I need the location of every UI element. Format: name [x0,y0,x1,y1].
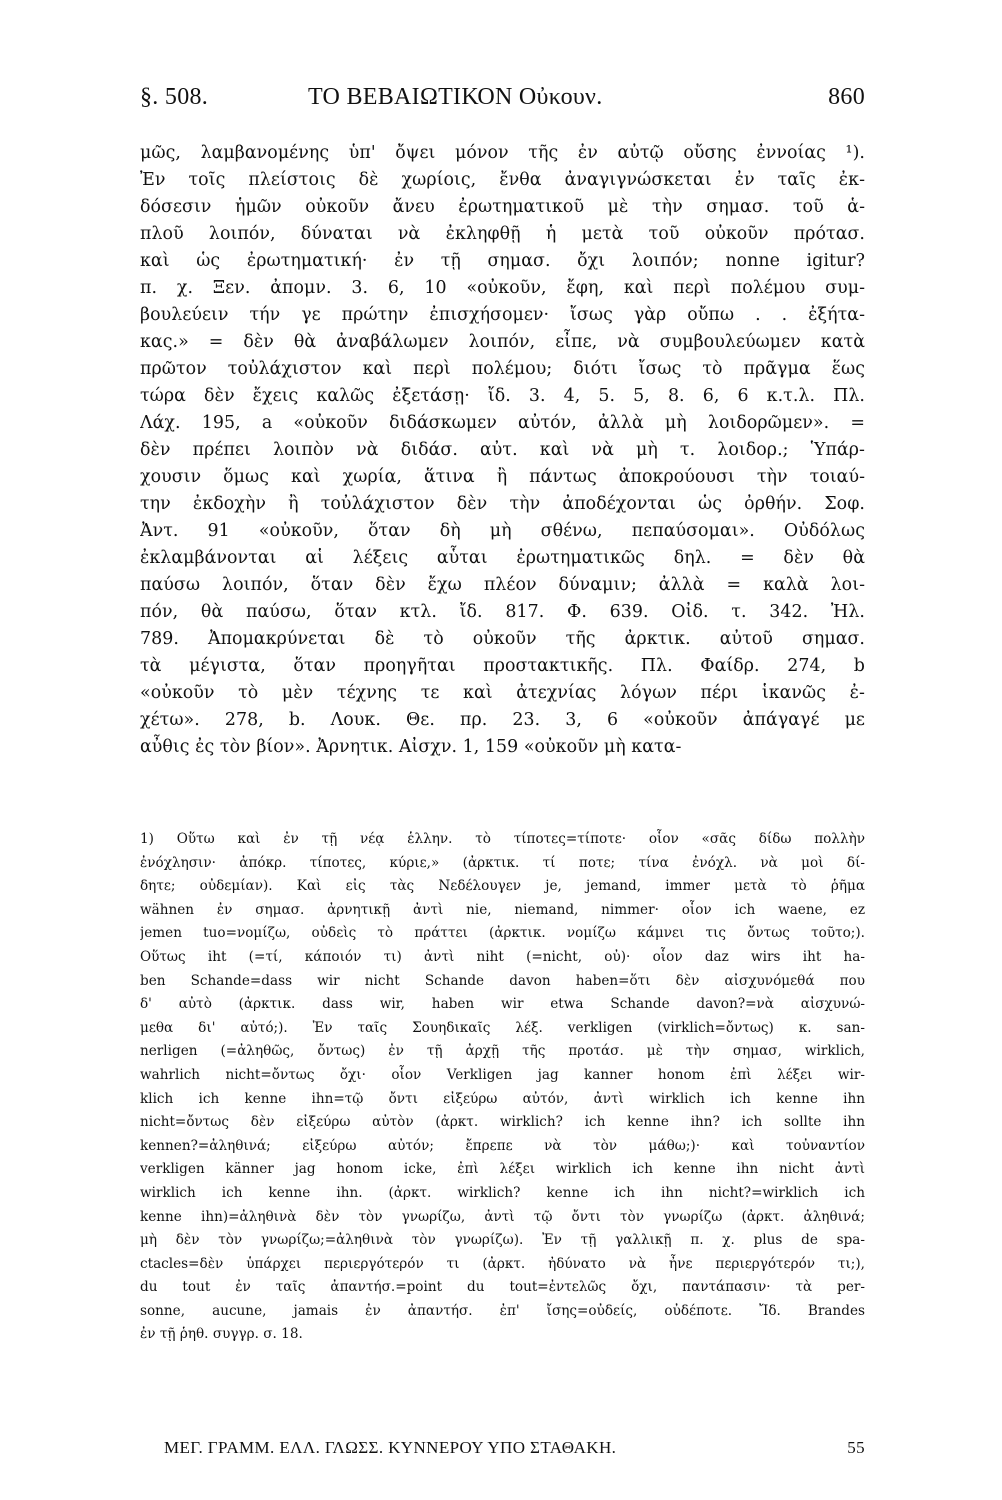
text-line: Λάχ. 195, a «οὐκοῦν διδάσκωμεν αὐτόν, ἀλλὰ μὴ λοιδορῶμεν». = [140,413,865,433]
text-line: 789. Ἀπομακρύνεται δὲ τὸ οὐκοῦν τῆς ἀρκτικ. αὐτοῦ σημασ. [140,629,865,649]
text-line: παύσω λοιπόν, ὅταν δὲν ἔχω πλέον δύναμιν; ἀλλὰ = καλὰ λοι- [140,575,865,595]
text-line: καὶ ὡς ἐρωτηματική· ἐν τῇ σημασ. ὄχι λοιπόν; nonne igitur? [140,251,865,271]
text-line: τὰ μέγιστα, ὅταν προηγῆται προστακτικῆς. Πλ. Φαίδρ. 274, b [140,656,865,676]
text-line: π. χ. Ξεν. ἀπομν. 3. 6, 10 «οὐκοῦν, ἔφη, καὶ περὶ πολέμου συμ- [140,278,865,298]
printer-signature: ΜΕΓ. ΓΡΑΜΜ. ΕΛΛ. ΓΛΩΣΣ. ΚΥΝΝΕΡΟΥ ΥΠΟ ΣΤΑΘΑΚΗ. [164,1438,617,1457]
footnote-line: ἐν τῇ ῥηθ. συγγρ. σ. 18. [140,1326,303,1343]
footnote-line: du tout ἐν ταῖς ἀπαντήσ.=point du tout=ἐντελῶς ὄχι, παντάπασιν· τὰ per- [140,1279,865,1296]
footnote-line: Οὕτως iht (=τί, κάποιόν τι) ἀντὶ niht (=nicht, οὐ)· οἷον daz wirs iht ha- [140,948,865,965]
text-line: δὲν πρέπει λοιπὸν νὰ διδάσ. αὐτ. καὶ νὰ μὴ τ. λοιδορ.; Ὑπάρ- [140,440,865,460]
sheet-number: 55 [847,1438,865,1457]
footnote-line: ἐνόχλησιν· ἀπόκρ. τίποτες, κύριε,» (ἀρκτικ. τί ποτε; τίνα ἐνόχλ. νὰ μοὶ δί- [140,854,865,871]
signature-line [140,1438,865,1466]
text-line: την ἐκδοχὴν ἢ τοὐλάχιστον δὲν τὴν ἀποδέχονται ὡς ὀρθήν. Σοφ. [140,494,865,514]
text-line: πλοῦ λοιπόν, δύναται νὰ ἐκληφθῇ ἡ μετὰ τοῦ οὐκοῦν πρότασ. [140,224,865,244]
footnote-line: μὴ δὲν τὸν γνωρίζω;=ἀληθινὰ τὸν γνωρίζω). Ἐν τῇ γαλλικῇ π. χ. plus de spa- [140,1232,865,1249]
footnotes [140,828,865,1347]
footnote-line: wirklich ich kenne ihn. (ἀρκτ. wirklich? kenne ich ihn nicht?=wirklich ich [140,1184,865,1201]
text-line: χέτω». 278, b. Λουκ. Θε. πρ. 23. 3, 6 «οὐκοῦν ἀπάγαγέ με [140,710,865,730]
running-header [140,84,865,120]
footnote-line: ctacles=δὲν ὑπάρχει περιεργότερόν τι (ἀρκτ. ἠδύνατο νὰ ἦνε περιεργότερόν τι;), [140,1255,865,1272]
footnote-line: sonne, aucune, jamais ἐν ἀπαντήσ. ἐπ' ἴσης=οὐδείς, οὐδέποτε. Ἴδ. Brandes [140,1302,865,1319]
footnote-line: kennen?=ἀληθινά; εἰξεύρω αὐτόν; ἔπρεπε νὰ τὸν μάθω;)· καὶ τοὐναντίον [140,1137,865,1154]
text-line: ἐκλαμβάνονται αἱ λέξεις αὗται ἐρωτηματικῶς δηλ. = δὲν θὰ [140,548,865,568]
footnote-line: wähnen ἐν σημασ. ἀρνητικῇ ἀντὶ nie, niemand, nimmer· οἷον ich waene, ez [140,901,865,918]
text-line: αὖθις ἐς τὸν βίον». Ἀρνητικ. Αἰσχν. 1, 159 «οὐκοῦν μὴ κατα- [140,737,682,757]
footnote-line: μεθα δι' αὐτό;). Ἐν ταῖς Σουηδικαῖς λέξ. verkligen (virklich=ὄντως) κ. san- [140,1019,865,1036]
main-text [140,140,865,761]
text-line: πόν, θὰ παύσω, ὅταν κτλ. ἴδ. 817. Φ. 639. Οἰδ. τ. 342. Ἠλ. [140,602,865,622]
text-line: κας.» = δὲν θὰ ἀναβάλωμεν λοιπόν, εἶπε, νὰ συμβουλεύωμεν κατὰ [140,332,865,352]
section-number: §. 508. [140,84,209,110]
footnote-line: kenne ihn)=ἀληθινὰ δὲν τὸν γνωρίζω, ἀντὶ τῷ ὄντι τὸν γνωρίζω (ἀρκτ. ἀληθινά; [140,1208,865,1225]
footnote-line: δητε; οὐδεμίαν). Καὶ εἰς τὰς Νεδέλουγεν je, jemand, immer μετὰ τὸ ῥῆμα [140,878,865,895]
text-line: βουλεύειν τήν γε πρώτην ἐπισχήσομεν· ἴσως γὰρ οὔπω . . ἐξήτα- [140,305,865,325]
footnote-line: δ' αὐτὸ (ἀρκτικ. dass wir, haben wir etwa Schande davon?=νὰ αἰσχυνώ- [140,996,865,1013]
footnote-line: jemen tuo=νομίζω, οὐδεὶς τὸ πράττει (ἀρκτικ. νομίζω κάμνει τις ὄντως τοῦτο;). [140,925,865,942]
text-line: δόσεσιν ἡμῶν οὐκοῦν ἄνευ ἐρωτηματικοῦ μὲ τὴν σημασ. τοῦ ἁ- [140,197,865,217]
footnote-line: wahrlich nicht=ὄντως ὄχι· οἷον Verkligen jag kanner honom ἐπὶ λέξει wir- [140,1066,865,1083]
footnote-line: ben Schande=dass wir nicht Schande davon haben=ὅτι δὲν αἰσχυνόμεθά που [140,972,865,989]
text-line: χουσιν ὅμως καὶ χωρία, ἅτινα ἢ πάντως ἀποκρούουσι τὴν τοιαύ- [140,467,865,487]
page-number: 860 [828,84,865,110]
footnote-line: nicht=ὄντως δὲν εἰξεύρω αὐτὸν (ἀρκτ. wirklich? ich kenne ihn? ich sollte ihn [140,1114,865,1131]
text-line: Ἐν τοῖς πλείστοις δὲ χωρίοις, ἔνθα ἀναγιγνώσκεται ἐν ταῖς ἐκ- [140,170,865,190]
text-line: τώρα δὲν ἔχεις καλῶς ἐξετάσῃ· ἴδ. 3. 4, 5. 5, 8. 6, 6 κ.τ.λ. Πλ. [140,386,865,406]
text-line: μῶς, λαμβανομένης ὑπ' ὄψει μόνον τῆς ἐν αὐτῷ οὔσης ἐννοίας ¹). [140,143,865,163]
running-title: ΤΟ ΒΕΒΑΙΩΤΙΚΟΝ Οὐκουν. [308,84,603,110]
text-line: Ἀντ. 91 «οὐκοῦν, ὅταν δὴ μὴ σθένω, πεπαύσομαι». Οὐδόλως [140,521,865,541]
text-line: πρῶτον τοὐλάχιστον καὶ περὶ πολέμου; διότι ἴσως τὸ πρᾶγμα ἕως [140,359,865,379]
footnote-line: 1) Οὕτω καὶ ἐν τῇ νέᾳ ἑλλην. τὸ τίποτες=τίποτε· οἷον «σᾶς δίδω πολλὴν [140,831,865,847]
text-line: «οὐκοῦν τὸ μὲν τέχνης τε καὶ ἀτεχνίας λόγων πέρι ἱκανῶς ἐ- [140,683,865,703]
footnote-line: nerligen (=ἀληθῶς, ὄντως) ἐν τῇ ἀρχῇ τῆς προτάσ. μὲ τὴν σημασ, wirklich, [140,1043,865,1060]
footnote-line: verkligen känner jag honom icke, ἐπὶ λέξει wirklich ich kenne ihn nicht ἀντὶ [140,1161,865,1178]
footnote-line: klich ich kenne ihn=τῷ ὄντι εἰξεύρω αὐτόν, ἀντὶ wirklich ich kenne ihn [140,1090,865,1107]
